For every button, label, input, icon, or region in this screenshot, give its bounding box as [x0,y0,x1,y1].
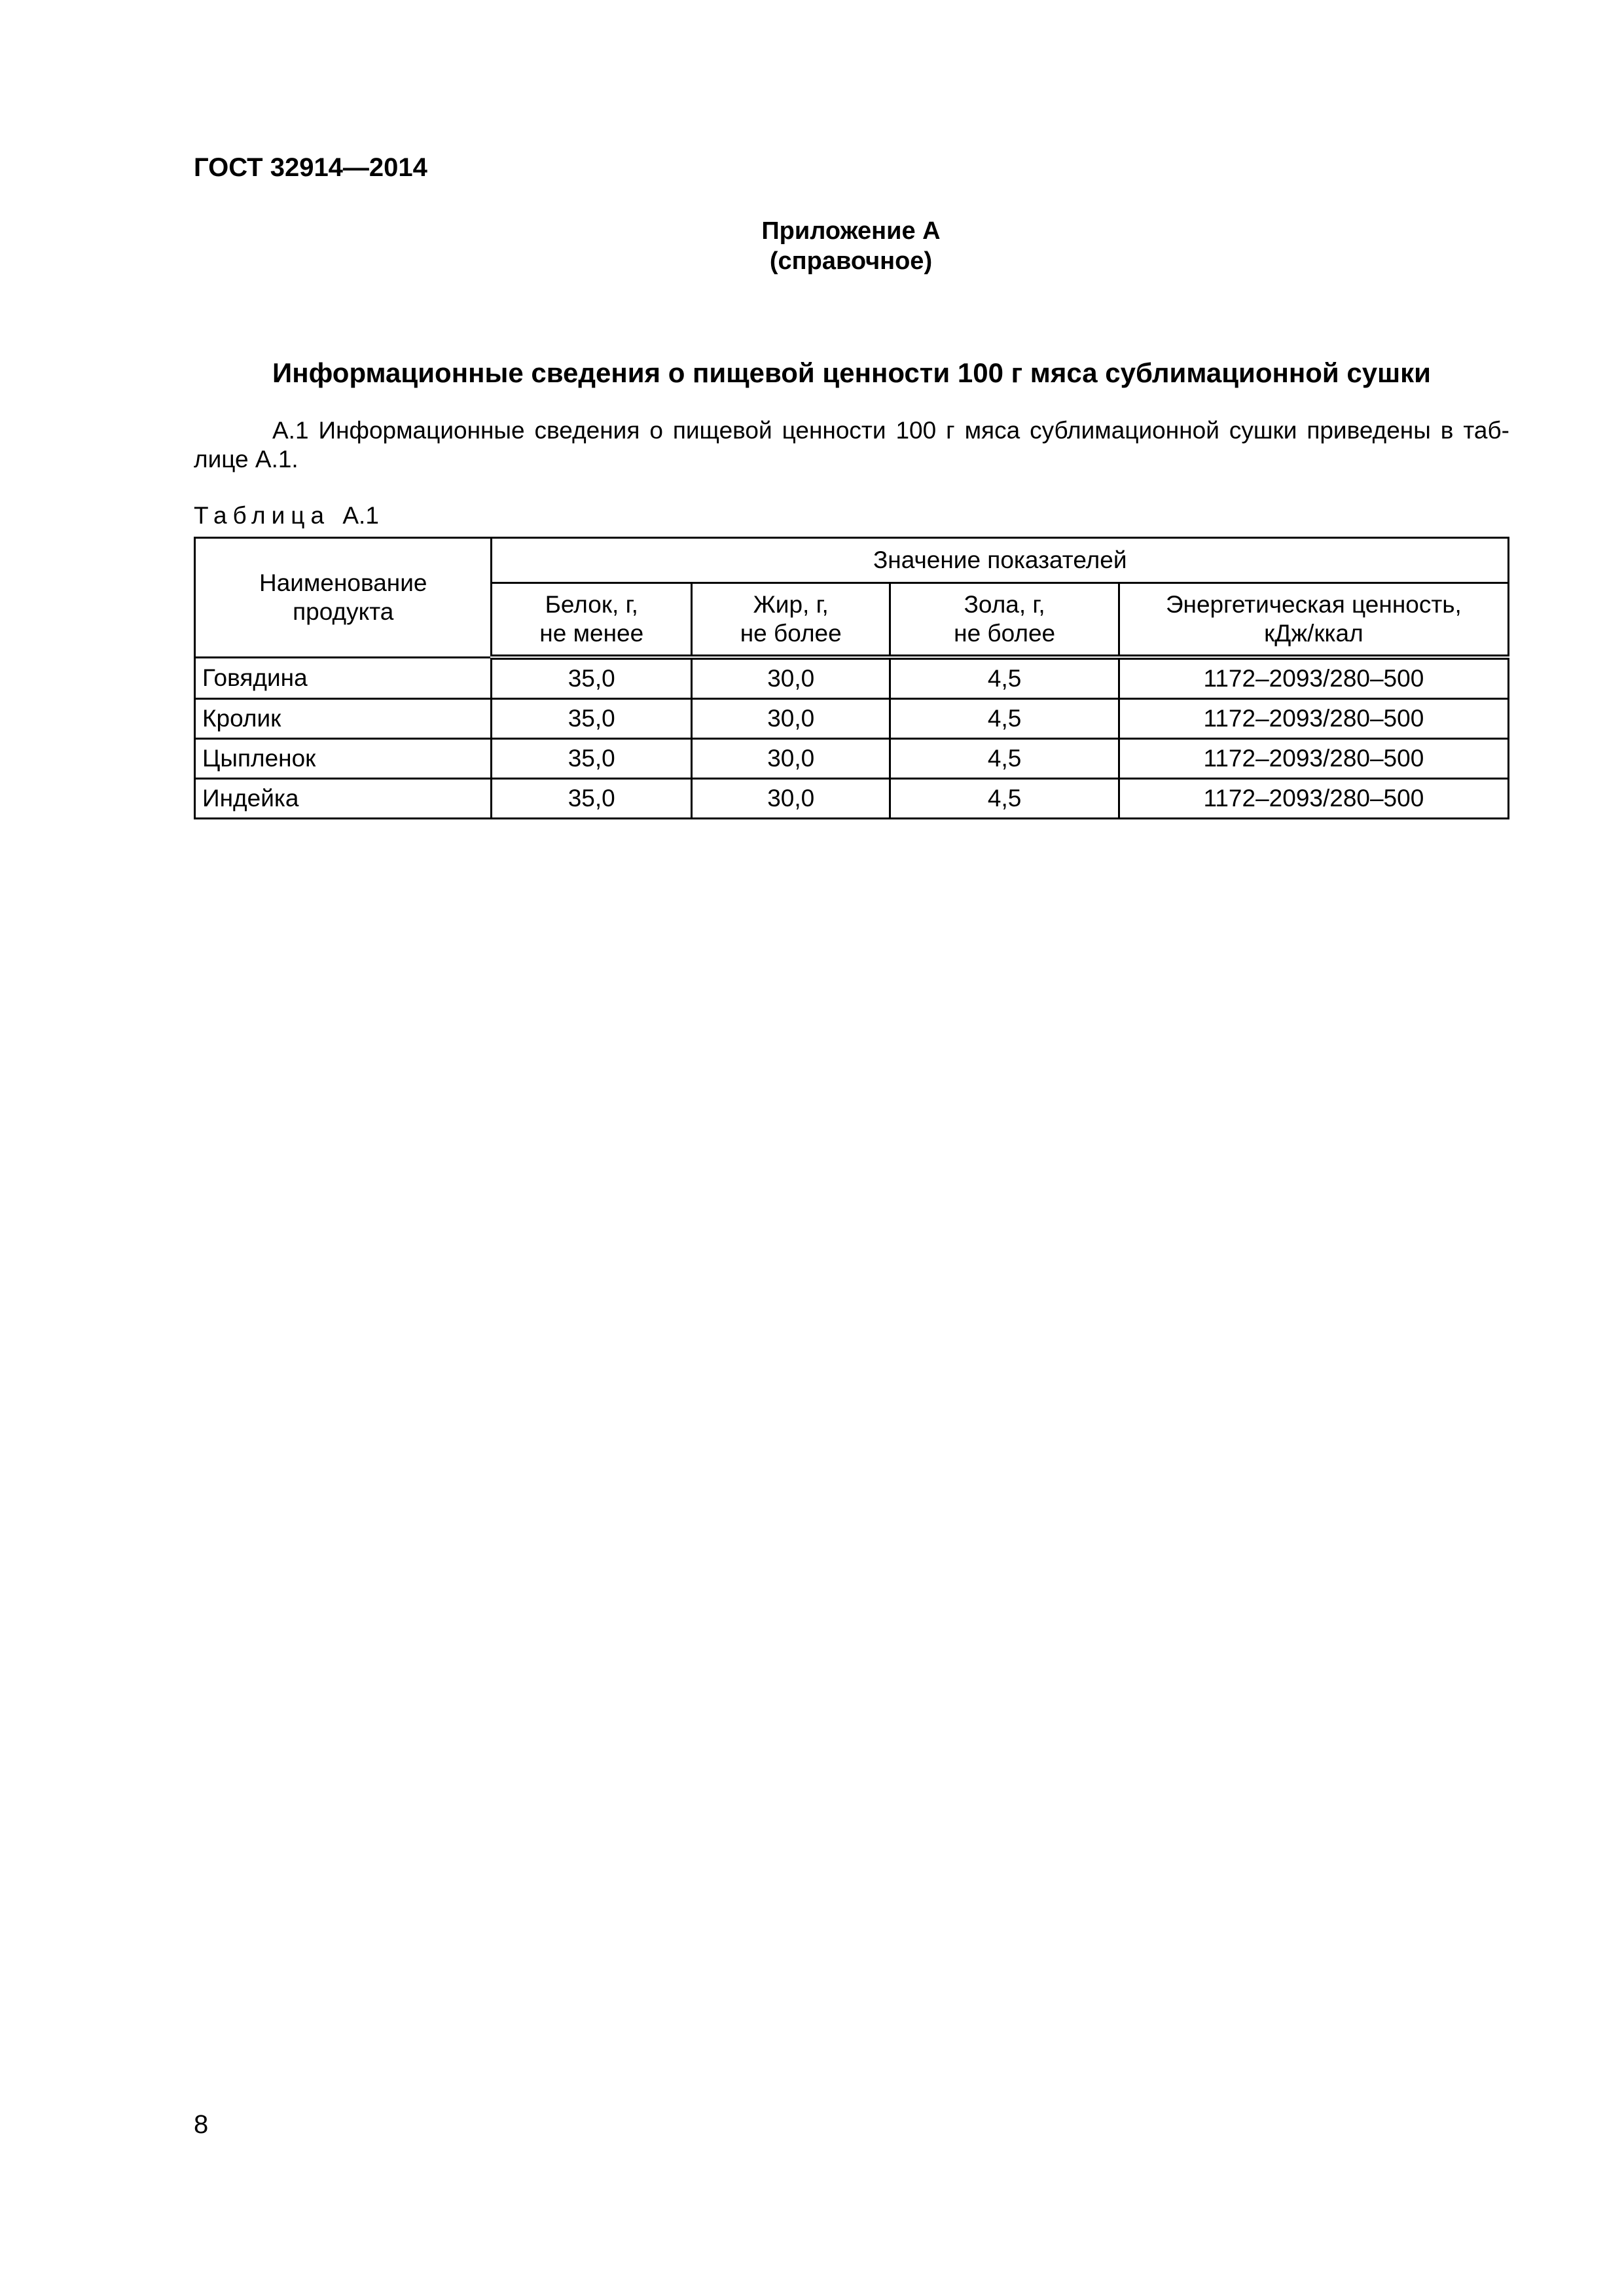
energy-header: Энергетическая ценность, кДж/ккал [1119,583,1508,658]
fat-cell: 30,0 [691,699,890,739]
page-number: 8 [194,2110,209,2139]
energy-cell: 1172–2093/280–500 [1119,657,1508,699]
appendix-title: Приложение А [761,217,941,245]
protein-cell: 35,0 [492,657,692,699]
paragraph-line-2: лице А.1. [194,446,298,473]
fat-cell: 30,0 [691,779,890,819]
intro-paragraph [194,416,1509,474]
appendix-heading [0,216,1624,276]
table-row [195,779,1509,819]
protein-cell: 35,0 [492,739,692,779]
fat-cell: 30,0 [691,739,890,779]
product-name-cell: Индейка [195,779,492,819]
table-row [195,657,1509,699]
ash-cell: 4,5 [890,739,1119,779]
ash-cell: 4,5 [890,779,1119,819]
product-name-cell: Цыпленок [195,739,492,779]
protein-header: Белок, г, не менее [492,583,692,658]
protein-cell: 35,0 [492,699,692,739]
ash-cell: 4,5 [890,657,1119,699]
table-row [195,699,1509,739]
appendix-subtitle: (справочное) [769,247,933,275]
section-title: Информационные сведения о пищевой ценности 100 г мяса сублимационной сушки [272,357,1431,388]
table-caption [194,501,379,530]
fat-cell: 30,0 [691,657,890,699]
energy-cell: 1172–2093/280–500 [1119,779,1508,819]
table-caption-number: А.1 [342,502,379,529]
energy-cell: 1172–2093/280–500 [1119,699,1508,739]
energy-cell: 1172–2093/280–500 [1119,739,1508,779]
document-code: ГОСТ 32914—2014 [194,153,427,182]
ash-header: Зола, г, не более [890,583,1119,658]
nutrition-table [194,537,1509,819]
product-name-cell: Говядина [195,657,492,699]
table-caption-word: Таблица [194,502,331,529]
paragraph-line-1: А.1 Информационные сведения о пищевой ценности 100 г мяса сублимационной сушки приведены в таб- [272,417,1509,444]
indicators-group-header: Значение показателей [492,538,1509,583]
fat-header: Жир, г, не более [691,583,890,658]
protein-cell: 35,0 [492,779,692,819]
ash-cell: 4,5 [890,699,1119,739]
product-name-header: Наименование продукта [195,538,492,658]
table-row [195,739,1509,779]
product-name-cell: Кролик [195,699,492,739]
